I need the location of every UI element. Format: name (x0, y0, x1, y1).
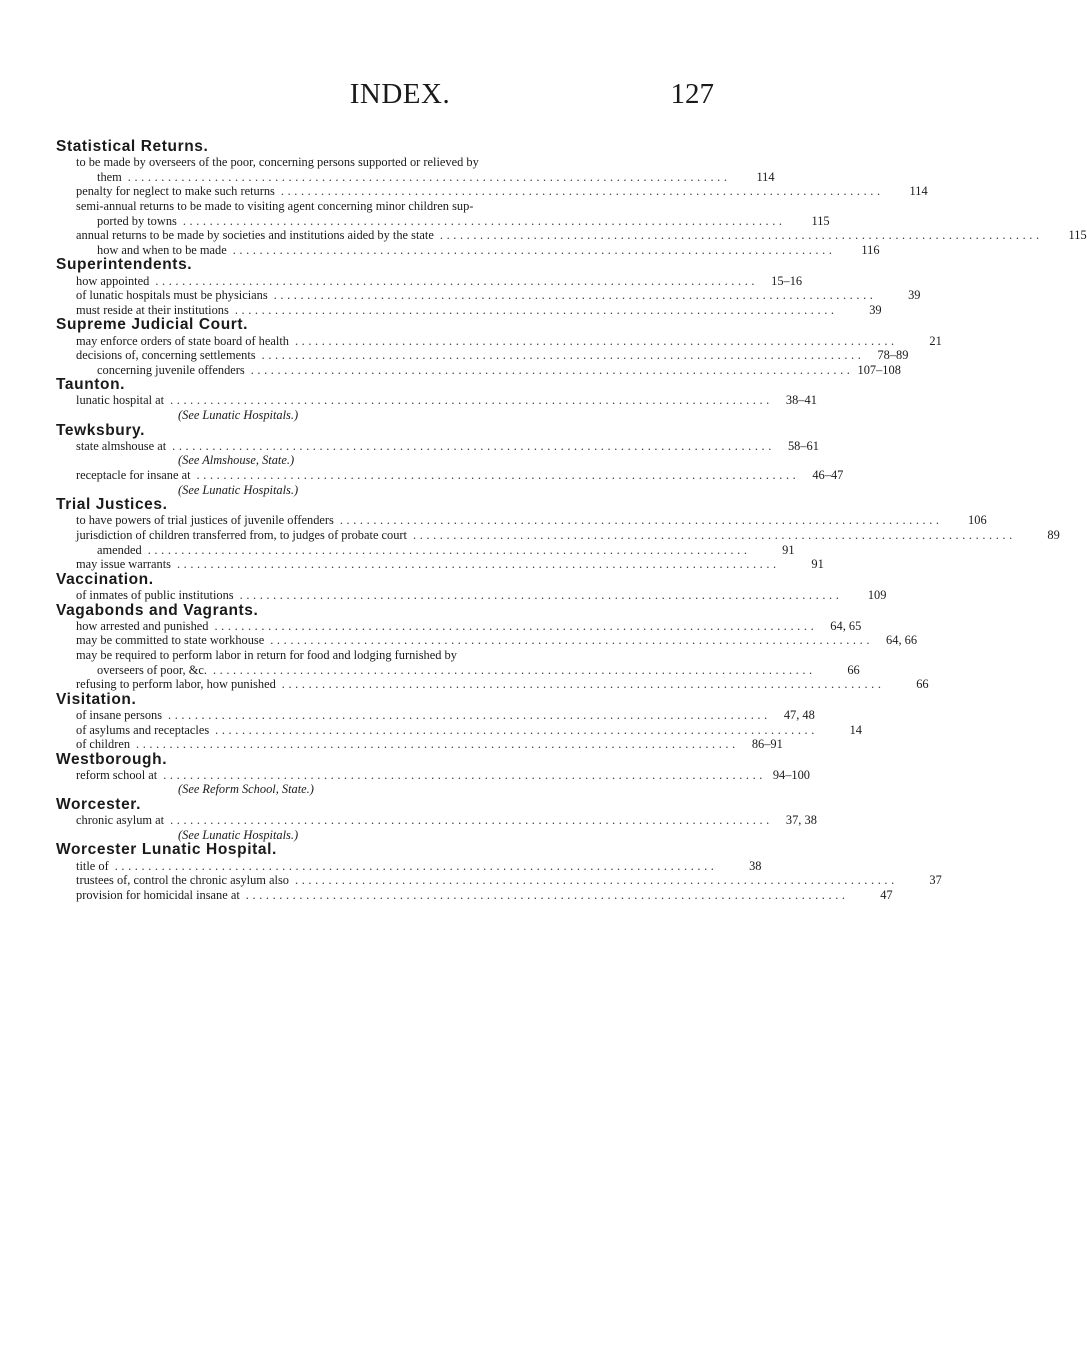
index-heading: Worcester. (56, 796, 141, 814)
page-ref: 47 (880, 887, 893, 902)
index-heading: Vagabonds and Vagrants. (56, 601, 259, 619)
index-heading: Tewksbury. (56, 421, 145, 439)
index-entry: provision for homicidal insane at .......................................................................................... 47 (76, 887, 893, 902)
index-entry: of children .......................................................................................... 86–91 (76, 737, 783, 752)
index-entry: penalty for neglect to make such returns .......................................................................................... 114 (76, 184, 928, 199)
cross-reference: (See Almshouse, State.) (178, 453, 295, 468)
index-entry: chronic asylum at .......................................................................................... 37, 38 (76, 813, 817, 828)
page-ref: 58–61 (787, 438, 819, 453)
index-entry: ported by towns .......................................................................................... 115 (97, 213, 830, 228)
index-entry: how and when to be made .......................................................................................... 116 (97, 242, 880, 257)
index-entry: may issue warrants .......................................................................................... 91 (76, 557, 824, 572)
page-ref: 86–91 (751, 737, 783, 752)
page-ref: 37 (929, 873, 942, 888)
page-ref: 114 (756, 169, 775, 184)
page-ref: 64, 66 (886, 633, 918, 648)
index-entry: refusing to perform labor, how punished .......................................................................................... 66 (76, 677, 929, 692)
page-ref: 39 (869, 302, 882, 317)
index-entry: jurisdiction of children transferred from, to judges of probate court .......................................................................................... 89 (76, 528, 1060, 542)
index-entry: of insane persons .......................................................................................... 47, 48 (76, 707, 815, 722)
index-heading: Vaccination. (56, 570, 154, 588)
cross-reference: (See Lunatic Hospitals.) (178, 482, 299, 497)
index-entry: lunatic hospital at .......................................................................................... 38–41 (76, 393, 817, 408)
index-entry: reform school at .......................................................................................... 94–100 (76, 767, 810, 782)
page-ref: 91 (782, 542, 795, 557)
page-ref: 91 (811, 557, 824, 572)
page-ref: 39 (908, 288, 921, 303)
index-entry: how arrested and punished .......................................................................................... 64, 65 (76, 618, 862, 633)
page-ref: 46–47 (812, 468, 844, 483)
page-ref: 64, 65 (830, 618, 862, 633)
page-ref: 37, 38 (785, 813, 817, 828)
cross-reference: (See Reform School, State.) (178, 782, 314, 797)
page-ref: 94–100 (772, 767, 810, 782)
cross-reference: (See Lunatic Hospitals.) (178, 827, 299, 842)
index-entry: to be made by overseers of the poor, concerning persons supported or relieved by (76, 155, 479, 170)
page-ref: 66 (916, 677, 929, 692)
page-ref: 106 (968, 513, 987, 528)
page-ref: 109 (867, 587, 887, 602)
index-entry: may be committed to state workhouse .......................................................................................... 64, 66 (76, 633, 918, 648)
page-ref: 15–16 (771, 273, 803, 288)
page-ref: 38–41 (785, 393, 817, 408)
index-entry: how appointed .......................................................................................... 15–16 (76, 273, 803, 288)
page-ref: 116 (861, 242, 880, 257)
index-list (56, 138, 1087, 902)
page-ref: 78–89 (877, 348, 909, 363)
index-entry: of inmates of public institutions .......................................................................................... 109 (76, 587, 887, 602)
index-heading: Supreme Judicial Court. (56, 316, 249, 334)
index-entry: receptacle for insane at .......................................................................................... 46–47 (76, 468, 844, 483)
page-number: 127 (670, 78, 714, 110)
page-ref: 107–108 (857, 362, 901, 377)
page-ref: 21 (929, 333, 942, 348)
index-heading: Trial Justices. (56, 496, 168, 514)
index-heading: Taunton. (56, 376, 126, 394)
index-heading: Superintendents. (56, 256, 193, 274)
page-ref: 89 (1047, 528, 1060, 542)
index-entry: may enforce orders of state board of health .......................................................................................... 21 (76, 333, 942, 348)
index-entry: may be required to perform labor in return for food and lodging furnished by (76, 647, 457, 662)
index-entry: must reside at their institutions .......................................................................................... 39 (76, 302, 882, 317)
page-ref: 66 (847, 662, 860, 677)
index-entry: concerning juvenile offenders .......................................................................................... 107–108 (97, 362, 901, 377)
index-entry: of asylums and receptacles .......................................................................................... 14 (76, 722, 862, 737)
index-entry: decisions of, concerning settlements .......................................................................................... 78–89 (76, 348, 909, 363)
index-entry: to have powers of trial justices of juvenile offenders .......................................................................................... 106 (76, 513, 987, 528)
index-heading: Visitation. (56, 690, 137, 708)
index-entry: state almshouse at .......................................................................................... 58–61 (76, 438, 819, 453)
index-entry: overseers of poor, &c. .......................................................................................... 66 (97, 662, 860, 677)
index-entry: trustees of, control the chronic asylum also .......................................................................................... 37 (76, 873, 942, 888)
index-entry: title of .......................................................................................... 38 (76, 858, 762, 873)
index-entry: semi-annual returns to be made to visiting agent concerning minor children sup- (76, 198, 474, 213)
index-entry: amended .......................................................................................... 91 (97, 542, 795, 557)
index-entry: them .......................................................................................... 114 (97, 169, 775, 184)
index-heading: Statistical Returns. (56, 138, 209, 155)
page-title: INDEX. (349, 78, 451, 110)
index-entry: of lunatic hospitals must be physicians .......................................................................................... 39 (76, 288, 921, 303)
page-ref: 38 (749, 858, 762, 873)
index-heading: Westborough. (56, 750, 168, 768)
page-ref: 115 (811, 213, 830, 228)
page-ref: 115 (1068, 228, 1087, 243)
index-heading: Worcester Lunatic Hospital. (56, 841, 277, 859)
cross-reference: (See Lunatic Hospitals.) (178, 408, 299, 423)
page-ref: 14 (849, 722, 862, 737)
index-entry: annual returns to be made by societies and institutions aided by the state .......................................................................................... 115 (76, 228, 1087, 243)
page-ref: 47, 48 (783, 707, 815, 722)
page-ref: 114 (909, 184, 928, 199)
